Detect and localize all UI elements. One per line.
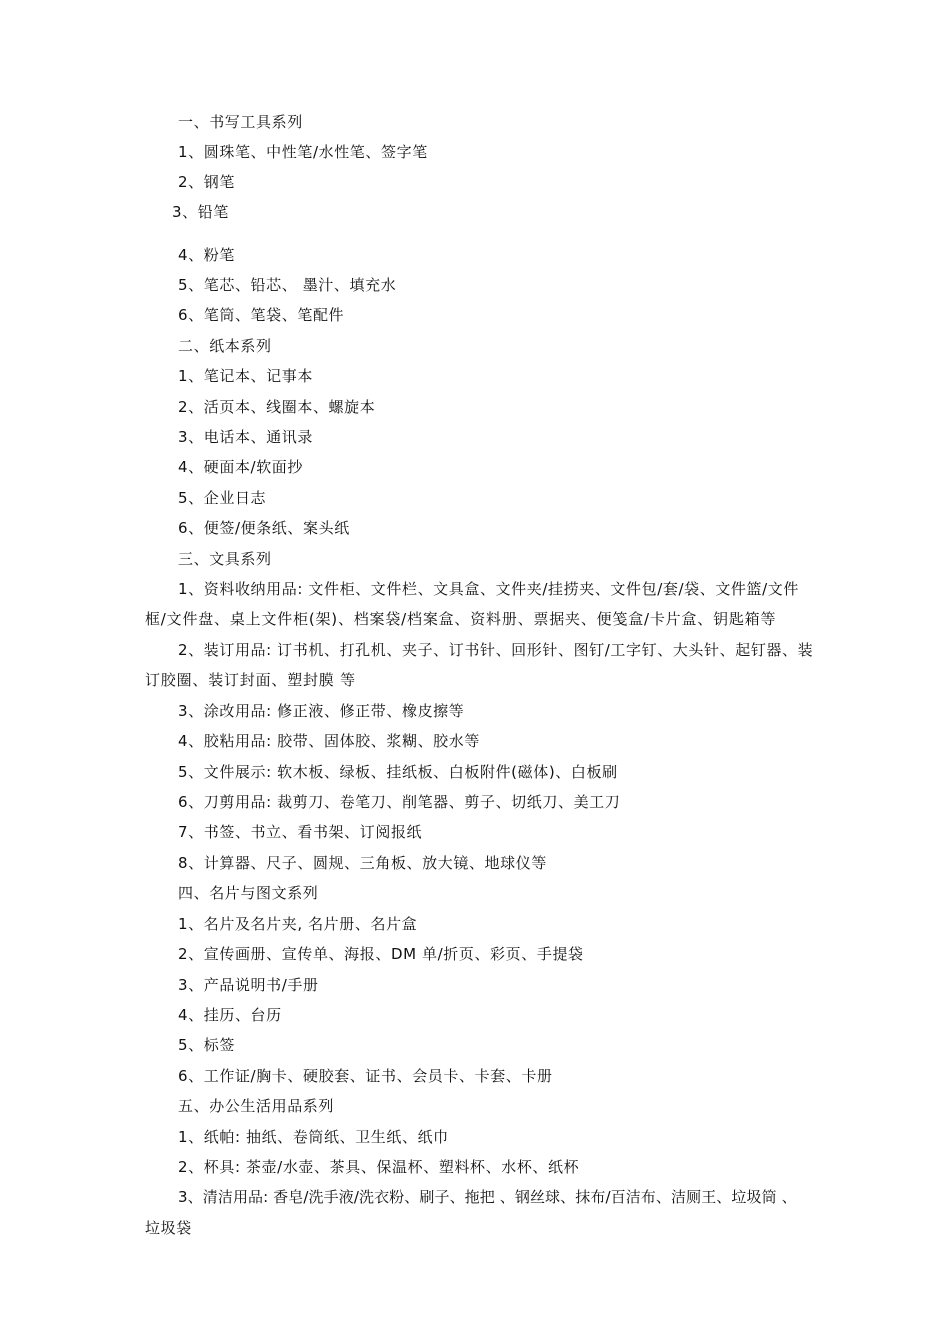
list-item: 4、胶粘用品: 胶带、固体胶、浆糊、胶水等 [178, 732, 480, 750]
section-heading-office-living: 五、办公生活用品系列 [178, 1097, 335, 1115]
section-heading-writing-tools: 一、书写工具系列 [178, 113, 303, 131]
list-item: 6、工作证/胸卡、硬胶套、证书、会员卡、卡套、卡册 [178, 1067, 553, 1085]
list-item: 1、资料收纳用品: 文件柜、文件栏、文具盒、文件夹/挂捞夹、文件包/套/袋、文件篮/文件 [178, 580, 799, 598]
list-item: 6、刀剪用品: 裁剪刀、卷笔刀、削笔器、剪子、切纸刀、美工刀 [178, 793, 621, 811]
list-item: 1、圆珠笔、中性笔/水性笔、签字笔 [178, 143, 428, 161]
list-item: 5、企业日志 [178, 489, 267, 507]
list-item: 7、书签、书立、看书架、订阅报纸 [178, 823, 423, 841]
list-item: 5、标签 [178, 1036, 235, 1054]
list-item: 6、便签/便条纸、案头纸 [178, 519, 350, 537]
section-heading-paper: 二、纸本系列 [178, 337, 272, 355]
list-item: 8、计算器、尺子、圆规、三角板、放大镜、地球仪等 [178, 854, 547, 872]
section-heading-stationery: 三、文具系列 [178, 550, 272, 568]
list-item: 2、杯具: 茶壶/水壶、茶具、保温杯、塑料杯、水杯、纸杯 [178, 1158, 580, 1176]
list-item-continuation: 垃圾袋 [145, 1219, 192, 1237]
list-item-continuation: 订胶圈、装订封面、塑封膜 等 [145, 671, 356, 689]
list-item: 4、挂历、台历 [178, 1006, 282, 1024]
list-item: 5、文件展示: 软木板、绿板、挂纸板、白板附件(磁体)、白板刷 [178, 763, 618, 781]
list-item: 3、产品说明书/手册 [178, 976, 319, 994]
list-item: 2、钢笔 [178, 173, 235, 191]
section-heading-business-cards: 四、名片与图文系列 [178, 884, 319, 902]
list-item: 4、硬面本/软面抄 [178, 458, 303, 476]
list-item: 3、铅笔 [172, 203, 229, 221]
list-item: 5、笔芯、铅芯、 墨汁、填充水 [178, 276, 397, 294]
list-item: 3、清洁用品: 香皂/洗手液/洗衣粉、刷子、拖把 、钢丝球、抹布/百洁布、洁厕王、垃圾筒 、 [178, 1188, 797, 1206]
list-item: 1、名片及名片夹, 名片册、名片盒 [178, 915, 418, 933]
list-item: 2、宣传画册、宣传单、海报、DM 单/折页、彩页、手提袋 [178, 945, 584, 963]
list-item: 1、纸帕: 抽纸、卷筒纸、卫生纸、纸巾 [178, 1128, 449, 1146]
list-item: 6、笔筒、笔袋、笔配件 [178, 306, 345, 324]
list-item-continuation: 框/文件盘、桌上文件柜(架)、档案袋/档案盒、资料册、票据夹、便笺盒/卡片盒、钥匙箱等 [145, 610, 777, 628]
list-item: 3、电话本、通讯录 [178, 428, 313, 446]
list-item: 3、涂改用品: 修正液、修正带、橡皮擦等 [178, 702, 465, 720]
list-item: 4、粉笔 [178, 246, 235, 264]
list-item: 1、笔记本、记事本 [178, 367, 313, 385]
list-item: 2、装订用品: 订书机、打孔机、夹子、订书针、回形针、图钉/工字钉、大头针、起钉器、装 [178, 641, 814, 659]
list-item: 2、活页本、线圈本、螺旋本 [178, 398, 376, 416]
